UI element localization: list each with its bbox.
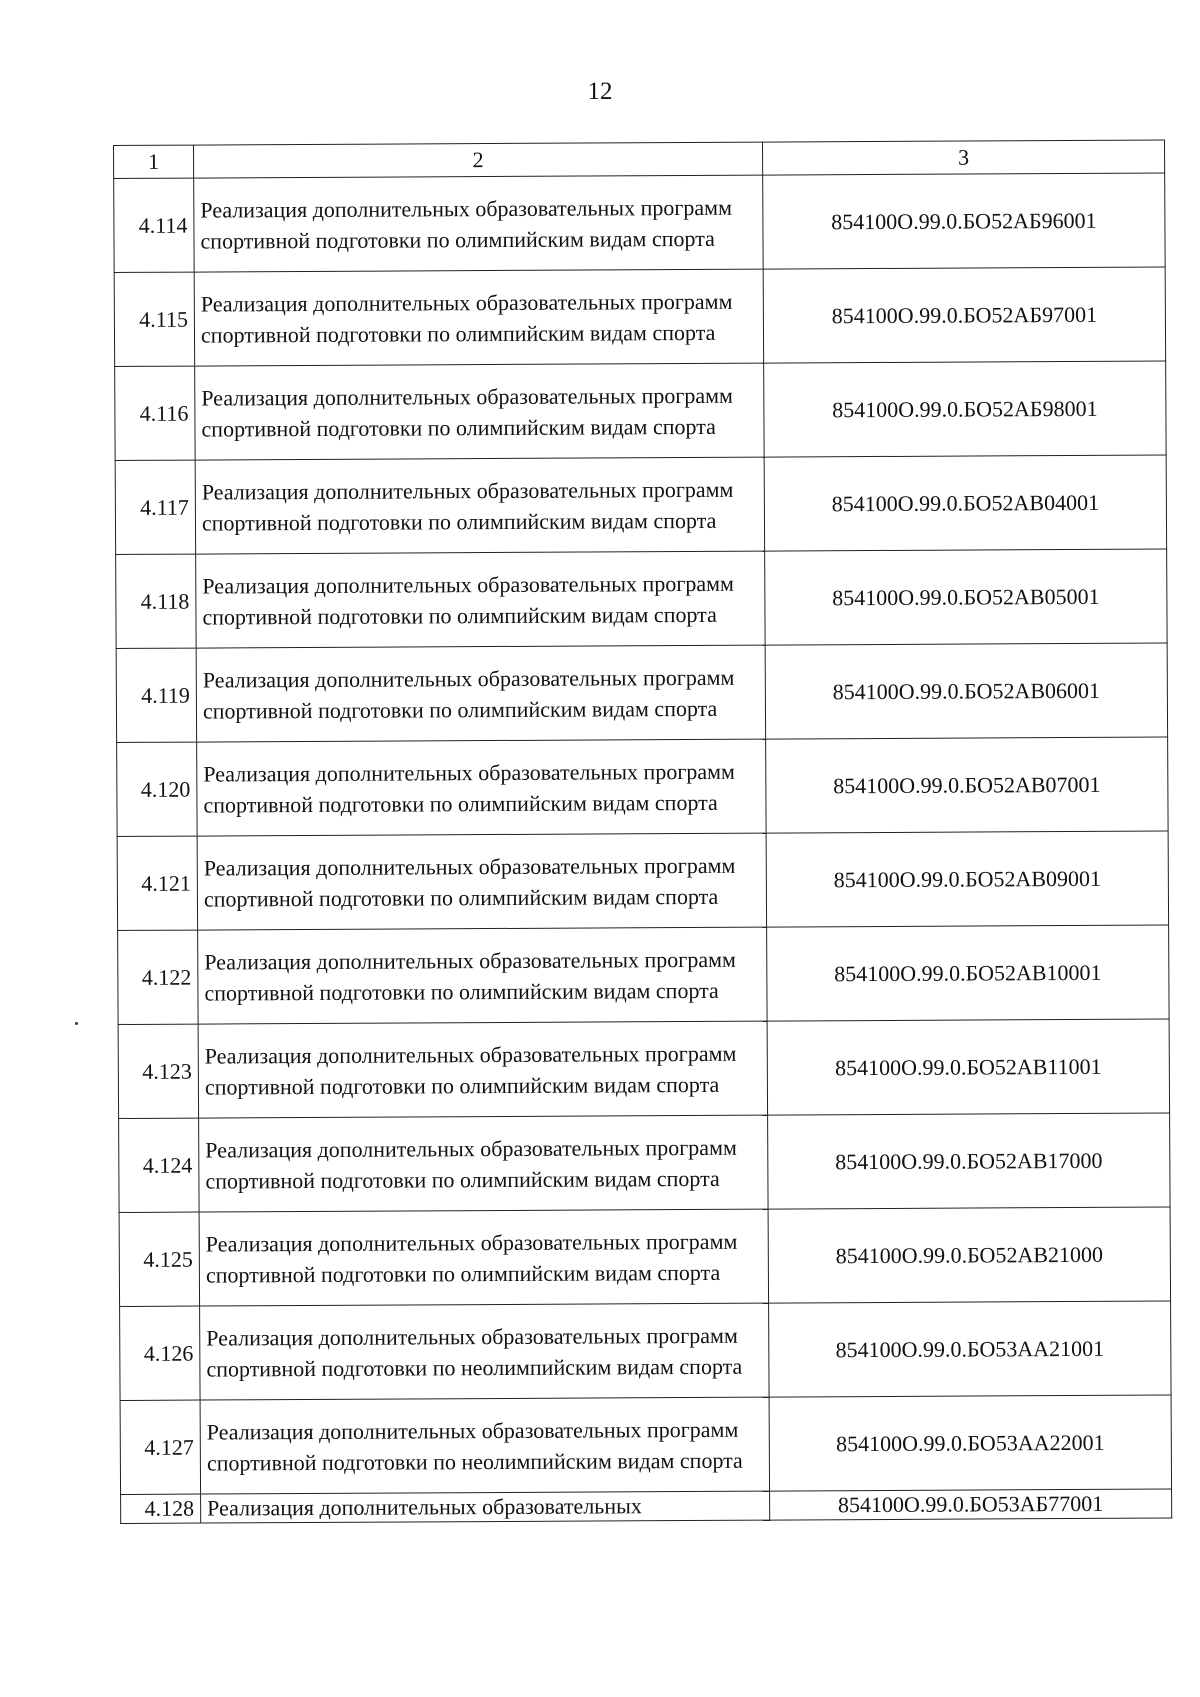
column-header-2: 2 bbox=[194, 142, 763, 178]
row-description: Реализация дополнительных образовательных программ спортивной подготовки по неолимпийским видам спорта bbox=[200, 1303, 769, 1400]
table-row bbox=[115, 361, 1166, 461]
table-row bbox=[118, 1019, 1169, 1119]
row-code: 854100О.99.0.БО53АА21001 bbox=[769, 1301, 1171, 1397]
row-description: Реализация дополнительных образовательных программ спортивной подготовки по олимпийским видам спорта bbox=[196, 645, 765, 742]
table-row bbox=[120, 1395, 1171, 1495]
row-description: Реализация дополнительных образовательных программ спортивной подготовки по олимпийским видам спорта bbox=[194, 175, 763, 272]
row-code: 854100О.99.0.БО52АВ09001 bbox=[766, 831, 1168, 927]
row-code: 854100О.99.0.БО52АБ96001 bbox=[763, 173, 1165, 269]
scan-speck bbox=[75, 1022, 78, 1025]
row-number: 4.126 bbox=[120, 1306, 200, 1400]
table-row bbox=[120, 1301, 1171, 1401]
row-number: 4.128 bbox=[121, 1494, 201, 1523]
table-row bbox=[117, 831, 1168, 931]
column-header-1: 1 bbox=[114, 145, 194, 178]
row-number: 4.116 bbox=[115, 366, 195, 460]
table-row bbox=[116, 643, 1167, 743]
row-code: 854100О.99.0.БО53АБ77001 bbox=[770, 1489, 1172, 1520]
row-code: 854100О.99.0.БО52АВ05001 bbox=[765, 549, 1167, 645]
row-code: 854100О.99.0.БО52АВ04001 bbox=[764, 455, 1166, 551]
row-code: 854100О.99.0.БО53АА22001 bbox=[769, 1395, 1171, 1491]
row-number: 4.119 bbox=[116, 648, 196, 742]
table-row bbox=[119, 1207, 1170, 1307]
row-code: 854100О.99.0.БО52АВ11001 bbox=[767, 1019, 1169, 1115]
table-header-row bbox=[114, 140, 1165, 179]
row-code: 854100О.99.0.БО52АВ10001 bbox=[767, 925, 1169, 1021]
row-description: Реализация дополнительных образовательных программ спортивной подготовки по олимпийским видам спорта bbox=[198, 1021, 767, 1118]
row-code: 854100О.99.0.БО52АБ98001 bbox=[764, 361, 1166, 457]
row-number: 4.127 bbox=[120, 1400, 200, 1494]
table-row bbox=[119, 1113, 1170, 1213]
table-row-partial bbox=[121, 1489, 1172, 1524]
table-body bbox=[114, 140, 1172, 1523]
row-code: 854100О.99.0.БО52АБ97001 bbox=[763, 267, 1165, 363]
row-number: 4.122 bbox=[118, 930, 198, 1024]
row-number: 4.121 bbox=[117, 836, 197, 930]
row-description: Реализация дополнительных образовательных программ спортивной подготовки по олимпийским видам спорта bbox=[199, 1115, 768, 1212]
table-row bbox=[114, 173, 1165, 273]
row-description: Реализация дополнительных образовательных программ спортивной подготовки по олимпийским видам спорта bbox=[195, 457, 764, 554]
services-table bbox=[113, 139, 1172, 1523]
row-number: 4.123 bbox=[118, 1024, 198, 1118]
page-number: 12 bbox=[587, 78, 613, 105]
row-code: 854100О.99.0.БО52АВ06001 bbox=[765, 643, 1167, 739]
row-description: Реализация дополнительных образовательных программ спортивной подготовки по олимпийским видам спорта bbox=[197, 833, 766, 930]
row-description: Реализация дополнительных образовательных программ спортивной подготовки по олимпийским видам спорта bbox=[199, 1209, 768, 1306]
row-description: Реализация дополнительных образовательных программ спортивной подготовки по олимпийским видам спорта bbox=[198, 927, 767, 1024]
row-number: 4.117 bbox=[115, 460, 195, 554]
table-row bbox=[115, 455, 1166, 555]
row-number: 4.120 bbox=[117, 742, 197, 836]
row-number: 4.114 bbox=[114, 178, 194, 272]
row-number: 4.125 bbox=[119, 1212, 199, 1306]
row-description: Реализация дополнительных образовательных программ спортивной подготовки по олимпийским видам спорта bbox=[194, 269, 763, 366]
row-code: 854100О.99.0.БО52АВ07001 bbox=[766, 737, 1168, 833]
row-number: 4.124 bbox=[119, 1118, 199, 1212]
table-row bbox=[118, 925, 1169, 1025]
table-row bbox=[117, 737, 1168, 837]
row-description: Реализация дополнительных образовательных программ спортивной подготовки по неолимпийским видам спорта bbox=[200, 1397, 769, 1494]
row-description: Реализация дополнительных образовательных программ спортивной подготовки по олимпийским видам спорта bbox=[197, 739, 766, 836]
row-description: Реализация дополнительных образовательных bbox=[201, 1491, 770, 1523]
row-description: Реализация дополнительных образовательных программ спортивной подготовки по олимпийским видам спорта bbox=[196, 551, 765, 648]
row-number: 4.118 bbox=[116, 554, 196, 648]
table-row bbox=[114, 267, 1165, 367]
column-header-3: 3 bbox=[762, 140, 1164, 175]
row-description: Реализация дополнительных образовательных программ спортивной подготовки по олимпийским видам спорта bbox=[195, 363, 764, 460]
table-row bbox=[116, 549, 1167, 649]
row-code: 854100О.99.0.БО52АВ17000 bbox=[768, 1113, 1170, 1209]
row-number: 4.115 bbox=[114, 272, 194, 366]
row-code: 854100О.99.0.БО52АВ21000 bbox=[768, 1207, 1170, 1303]
